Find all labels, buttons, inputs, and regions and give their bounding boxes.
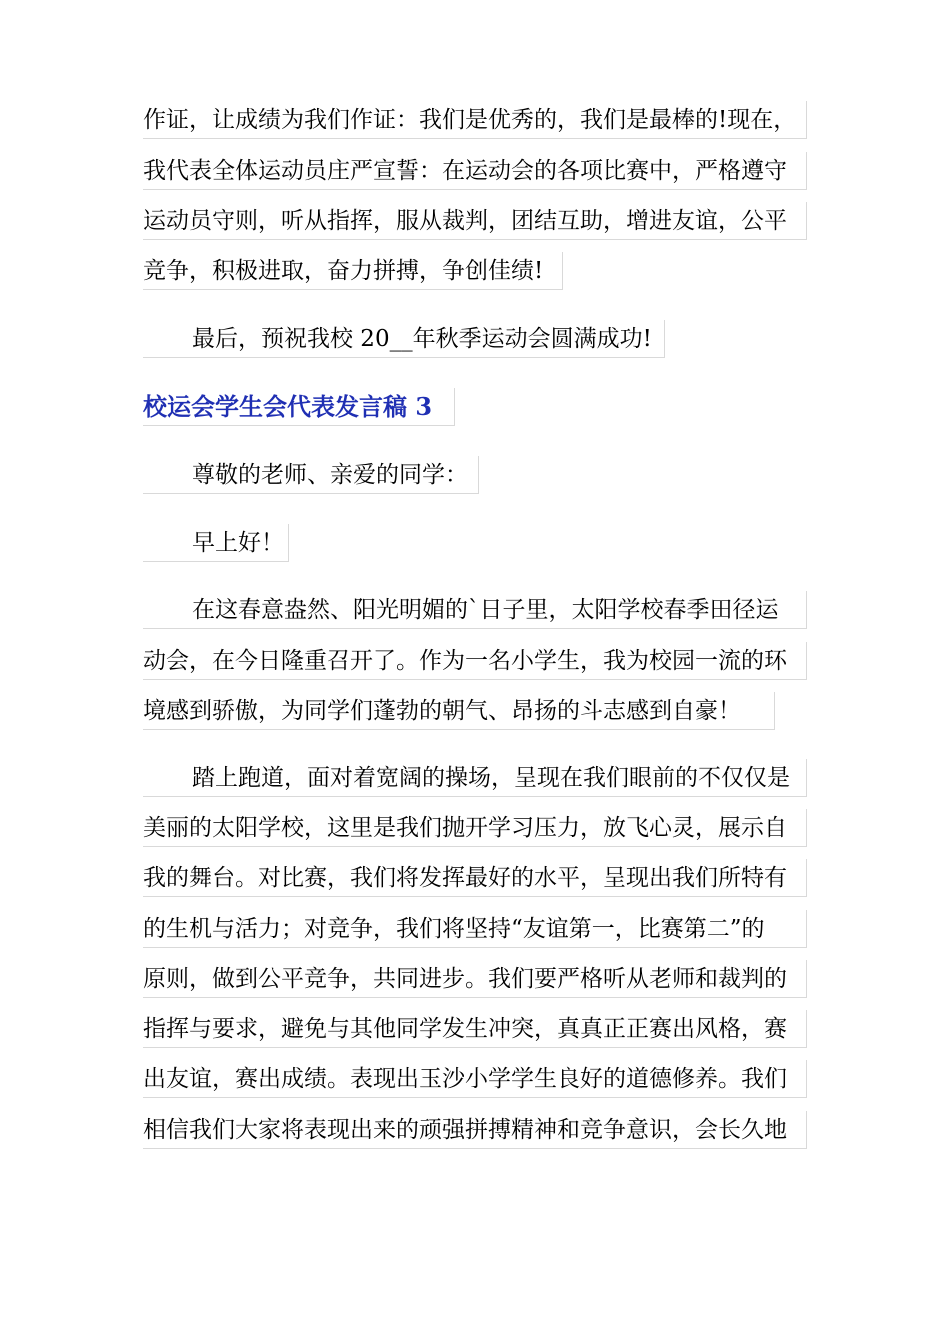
paragraph-line: 出友谊，赛出成绩。表现出玉沙小学学生良好的道德修养。我们 xyxy=(143,1060,807,1098)
paragraph-line: 的生机与活力；对竞争，我们将坚持“友谊第一，比赛第二”的 xyxy=(143,910,807,948)
paragraph-line: 踏上跑道，面对着宽阔的操场，呈现在我们眼前的不仅仅是 xyxy=(143,759,807,797)
paragraph-line: 相信我们大家将表现出来的顽强拼搏精神和竞争意识，会长久地 xyxy=(143,1111,807,1149)
section-heading: 校运会学生会代表发言稿 3 xyxy=(143,388,455,426)
greeting-line: 早上好！ xyxy=(143,524,289,562)
paragraph-line: 运动员守则，听从指挥，服从裁判，团结互助，增进友谊，公平 xyxy=(143,202,807,240)
paragraph-line: 动会，在今日隆重召开了。作为一名小学生，我为校园一流的环 xyxy=(143,642,807,680)
paragraph-line: 在这春意盎然、阳光明媚的`日子里，太阳学校春季田径运 xyxy=(143,591,807,629)
paragraph-line: 我代表全体运动员庄严宣誓：在运动会的各项比赛中，严格遵守 xyxy=(143,152,807,190)
salutation-line: 尊敬的老师、亲爱的同学： xyxy=(143,456,479,494)
paragraph-line: 竞争，积极进取，奋力拼搏，争创佳绩! xyxy=(143,252,563,290)
paragraph-line: 境感到骄傲，为同学们蓬勃的朝气、昂扬的斗志感到自豪！ xyxy=(143,692,775,730)
paragraph-line: 美丽的太阳学校，这里是我们抛开学习压力，放飞心灵，展示自 xyxy=(143,809,807,847)
closing-line: 最后，预祝我校 20__年秋季运动会圆满成功! xyxy=(143,320,665,358)
paragraph-line: 我的舞台。对比赛，我们将发挥最好的水平，呈现出我们所特有 xyxy=(143,859,807,897)
paragraph-line: 指挥与要求，避免与其他同学发生冲突，真真正正赛出风格，赛 xyxy=(143,1010,807,1048)
paragraph-line: 作证，让成绩为我们作证：我们是优秀的，我们是最棒的!现在， xyxy=(143,101,807,139)
paragraph-line: 原则，做到公平竞争，共同进步。我们要严格听从老师和裁判的 xyxy=(143,960,807,998)
